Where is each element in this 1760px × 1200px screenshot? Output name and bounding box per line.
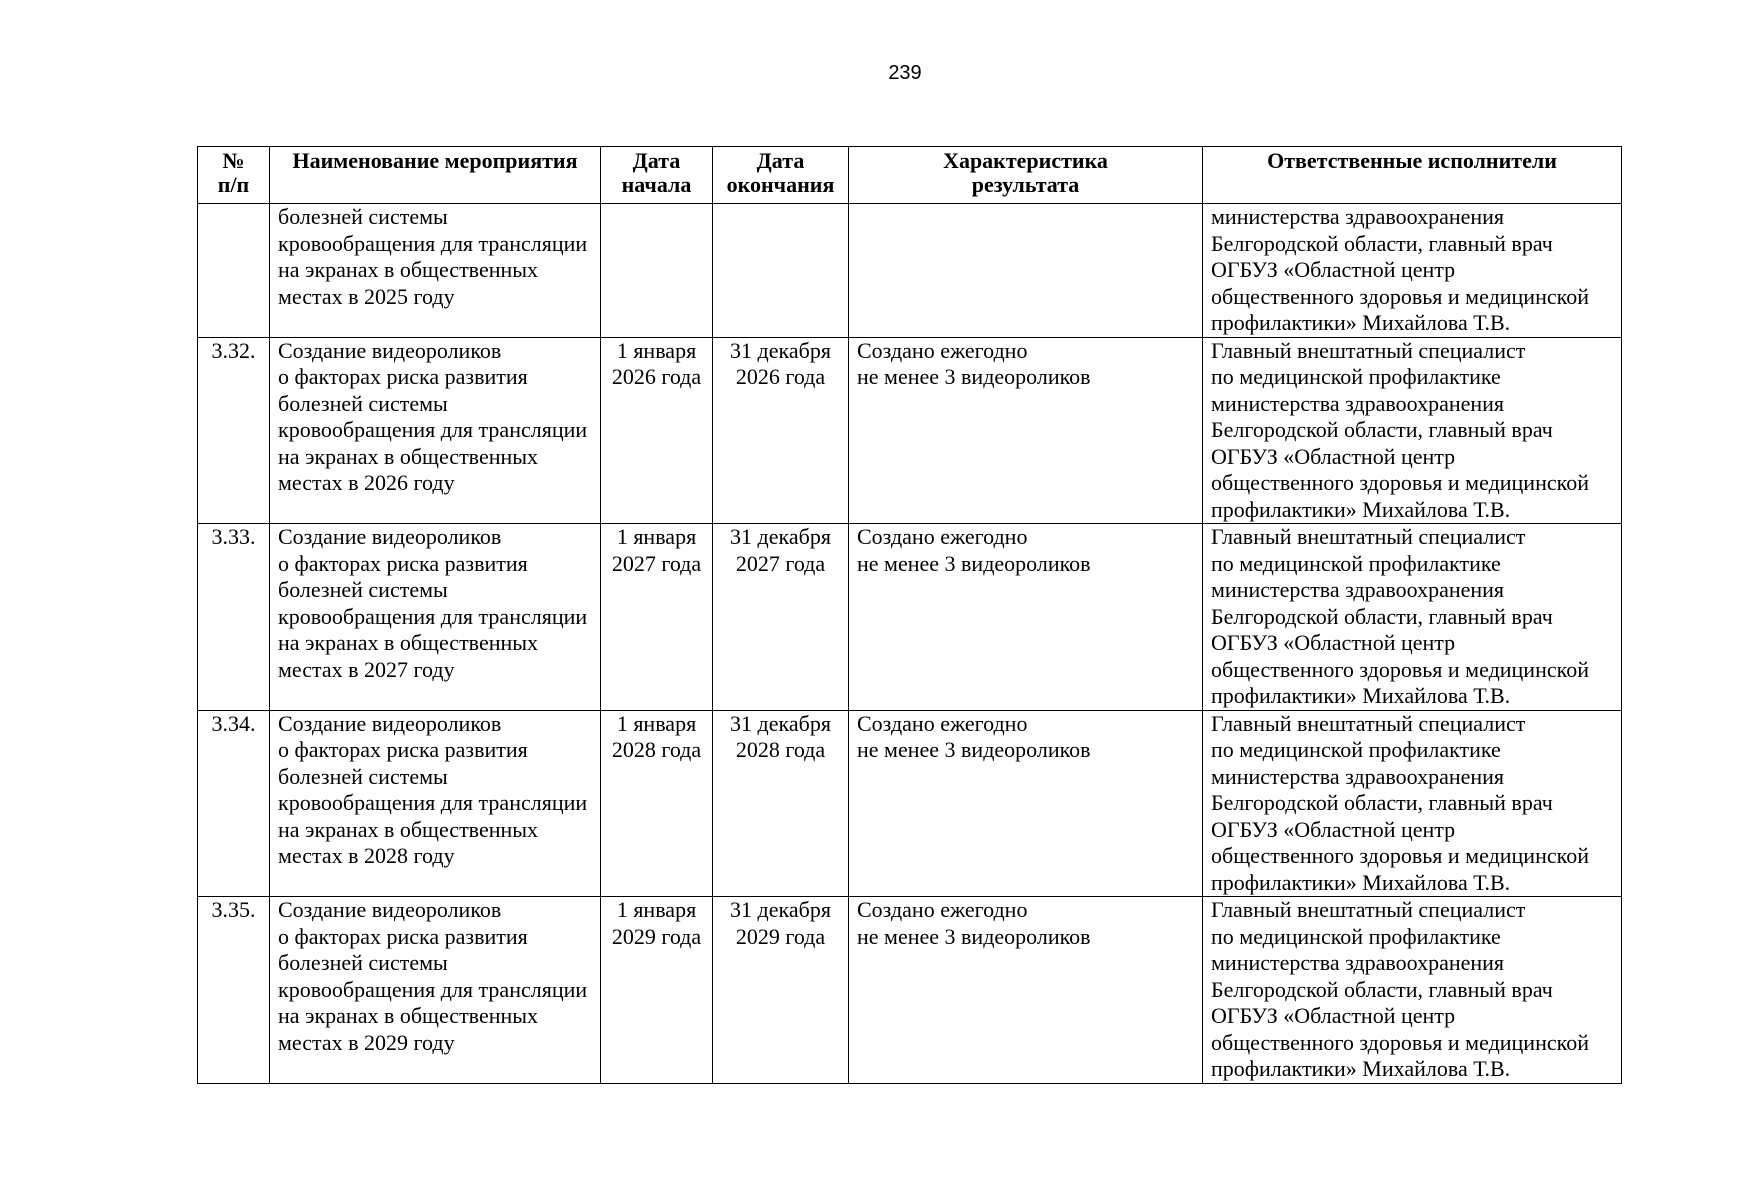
header-num-line: №: [222, 148, 245, 173]
cell-line: Создано ежегодно: [857, 524, 1028, 549]
cell-line: Создание видеороликов: [278, 337, 502, 363]
page-number: 239: [888, 62, 922, 84]
header-responsible-line: Ответственные исполнители: [1267, 148, 1557, 173]
header-result-line: результата: [971, 172, 1080, 197]
cell-line: общественного здоровья и медицинской: [1211, 843, 1589, 868]
header-end-date: [713, 147, 849, 204]
header-name-line: Наименование мероприятия: [292, 148, 578, 173]
cell-end-date: [713, 897, 849, 1084]
cell-line: местах в 2025 году: [278, 283, 455, 309]
cell-line: кровообращения для трансляции: [278, 976, 588, 1002]
cell-num: 3.34.: [198, 710, 270, 897]
cell-line: по медицинской профилактике: [1211, 550, 1501, 576]
table-row-continued: [198, 204, 1622, 338]
table-header: [198, 147, 1622, 204]
header-end-line: окончания: [726, 172, 835, 197]
cell-num: 3.35.: [198, 897, 270, 1084]
cell-line: 1 января: [616, 897, 697, 922]
header-result: [849, 147, 1203, 204]
cell-line: ОГБУЗ «Областной центр: [1211, 816, 1456, 842]
cell-line: Создано ежегодно: [857, 897, 1028, 922]
cell-line: ОГБУЗ «Областной центр: [1211, 257, 1456, 282]
table-row: [198, 337, 1622, 524]
header-end-line: Дата: [756, 148, 805, 173]
cell-result: [849, 204, 1203, 338]
cell-line: болезней системы: [278, 763, 448, 789]
table-row: [198, 710, 1622, 897]
cell-line: на экранах в общественных: [278, 816, 539, 842]
cell-line: профилактики» Михайлова Т.В.: [1211, 869, 1511, 895]
header-num: [198, 147, 270, 204]
cell-line: министерства здравоохранения: [1211, 390, 1505, 416]
cell-line: о факторах риска развития: [278, 923, 528, 949]
cell-line: 1 января: [616, 337, 697, 363]
cell-line: 2026 года: [735, 364, 826, 389]
cell-result: [849, 524, 1203, 711]
cell-line: 2028 года: [611, 737, 702, 762]
cell-result: [849, 710, 1203, 897]
cell-line: кровообращения для трансляции: [278, 603, 588, 629]
cell-line: о факторах риска развития: [278, 737, 528, 762]
cell-line: 2028 года: [735, 737, 826, 762]
cell-responsible: [1203, 204, 1622, 338]
cell-line: 1 января: [616, 710, 697, 736]
table-row: [198, 897, 1622, 1084]
cell-line: общественного здоровья и медицинской: [1211, 656, 1589, 682]
cell-line: Создание видеороликов: [278, 710, 502, 736]
cell-line: 31 декабря: [730, 337, 831, 363]
cell-line: местах в 2027 году: [278, 656, 455, 682]
cell-line: 31 декабря: [730, 524, 831, 549]
cell-line: 31 декабря: [730, 897, 831, 922]
cell-line: Главный внештатный специалист: [1211, 337, 1526, 363]
cell-line: по медицинской профилактике: [1211, 737, 1501, 762]
cell-end-date: [713, 337, 849, 524]
events-table: [197, 146, 1622, 1084]
cell-line: Главный внештатный специалист: [1211, 524, 1526, 549]
cell-line: о факторах риска развития: [278, 364, 528, 389]
cell-line: Создание видеороликов: [278, 524, 502, 549]
cell-line: министерства здравоохранения: [1211, 950, 1505, 975]
cell-line: не менее 3 видеороликов: [857, 364, 1091, 389]
cell-line: Создание видеороликов: [278, 897, 502, 922]
cell-line: общественного здоровья и медицинской: [1211, 1029, 1589, 1055]
cell-name: [270, 204, 601, 338]
cell-line: 31 декабря: [730, 710, 831, 736]
cell-line: ОГБУЗ «Областной центр: [1211, 1003, 1456, 1028]
cell-start-date: [601, 710, 713, 897]
cell-end-date: [713, 204, 849, 338]
cell-name: [270, 710, 601, 897]
cell-line: местах в 2028 году: [278, 843, 455, 868]
cell-name: [270, 897, 601, 1084]
cell-line: на экранах в общественных: [278, 443, 539, 469]
cell-line: министерства здравоохранения: [1211, 763, 1505, 789]
header-num-line: п/п: [217, 172, 250, 197]
cell-line: местах в 2026 году: [278, 470, 455, 495]
cell-start-date: [601, 524, 713, 711]
header-start-date: [601, 147, 713, 204]
cell-result: [849, 897, 1203, 1084]
header-start-line: начала: [621, 172, 692, 197]
cell-line: Белгородской области, главный врач: [1211, 417, 1553, 442]
cell-line: по медицинской профилактике: [1211, 364, 1501, 389]
cell-line: не менее 3 видеороликов: [857, 923, 1091, 949]
cell-num: 3.33.: [198, 524, 270, 711]
header-start-line: Дата: [632, 148, 681, 173]
cell-line: общественного здоровья и медицинской: [1211, 470, 1589, 495]
cell-name: [270, 524, 601, 711]
cell-line: 2026 года: [611, 364, 702, 389]
cell-line: кровообращения для трансляции: [278, 417, 588, 442]
cell-line: ОГБУЗ «Областной центр: [1211, 443, 1456, 469]
cell-num: [198, 204, 270, 338]
cell-responsible: [1203, 897, 1622, 1084]
cell-responsible: [1203, 337, 1622, 524]
cell-num: 3.32.: [198, 337, 270, 524]
cell-line: Белгородской области, главный врач: [1211, 603, 1553, 629]
cell-line: местах в 2029 году: [278, 1029, 455, 1055]
cell-line: общественного здоровья и медицинской: [1211, 283, 1589, 309]
cell-line: профилактики» Михайлова Т.В.: [1211, 1056, 1511, 1081]
cell-line: Главный внештатный специалист: [1211, 710, 1526, 736]
cell-line: Белгородской области, главный врач: [1211, 230, 1553, 256]
cell-line: Создано ежегодно: [857, 337, 1028, 363]
header-name: [270, 147, 601, 204]
cell-line: не менее 3 видеороликов: [857, 550, 1091, 576]
cell-line: 1 января: [616, 524, 697, 549]
cell-start-date: [601, 204, 713, 338]
cell-line: 2027 года: [611, 550, 702, 576]
cell-line: 2027 года: [735, 550, 826, 576]
cell-line: по медицинской профилактике: [1211, 923, 1501, 949]
cell-name: [270, 337, 601, 524]
cell-start-date: [601, 897, 713, 1084]
cell-line: кровообращения для трансляции: [278, 230, 588, 256]
header-responsible: [1203, 147, 1622, 204]
cell-end-date: [713, 524, 849, 711]
cell-line: на экранах в общественных: [278, 630, 539, 655]
cell-line: профилактики» Михайлова Т.В.: [1211, 496, 1511, 522]
cell-line: министерства здравоохранения: [1211, 204, 1505, 229]
cell-line: на экранах в общественных: [278, 1003, 539, 1028]
cell-line: 2029 года: [611, 923, 702, 949]
cell-line: болезней системы: [278, 204, 448, 229]
cell-line: болезней системы: [278, 950, 448, 975]
cell-start-date: [601, 337, 713, 524]
cell-line: Белгородской области, главный врач: [1211, 790, 1553, 815]
cell-responsible: [1203, 710, 1622, 897]
cell-line: не менее 3 видеороликов: [857, 737, 1091, 762]
cell-responsible: [1203, 524, 1622, 711]
header-result-line: Характеристика: [943, 148, 1108, 173]
cell-line: 2029 года: [735, 923, 826, 949]
cell-result: [849, 337, 1203, 524]
cell-line: о факторах риска развития: [278, 550, 528, 576]
cell-line: на экранах в общественных: [278, 257, 539, 282]
table-row: [198, 524, 1622, 711]
cell-line: Белгородской области, главный врач: [1211, 976, 1553, 1002]
cell-line: болезней системы: [278, 577, 448, 602]
table-body: [198, 204, 1622, 1084]
cell-line: болезней системы: [278, 390, 448, 416]
cell-line: профилактики» Михайлова Т.В.: [1211, 683, 1511, 708]
cell-line: Главный внештатный специалист: [1211, 897, 1526, 922]
cell-line: Создано ежегодно: [857, 710, 1028, 736]
cell-line: кровообращения для трансляции: [278, 790, 588, 815]
cell-line: министерства здравоохранения: [1211, 577, 1505, 602]
cell-line: ОГБУЗ «Областной центр: [1211, 630, 1456, 655]
cell-end-date: [713, 710, 849, 897]
cell-line: профилактики» Михайлова Т.В.: [1211, 310, 1511, 335]
